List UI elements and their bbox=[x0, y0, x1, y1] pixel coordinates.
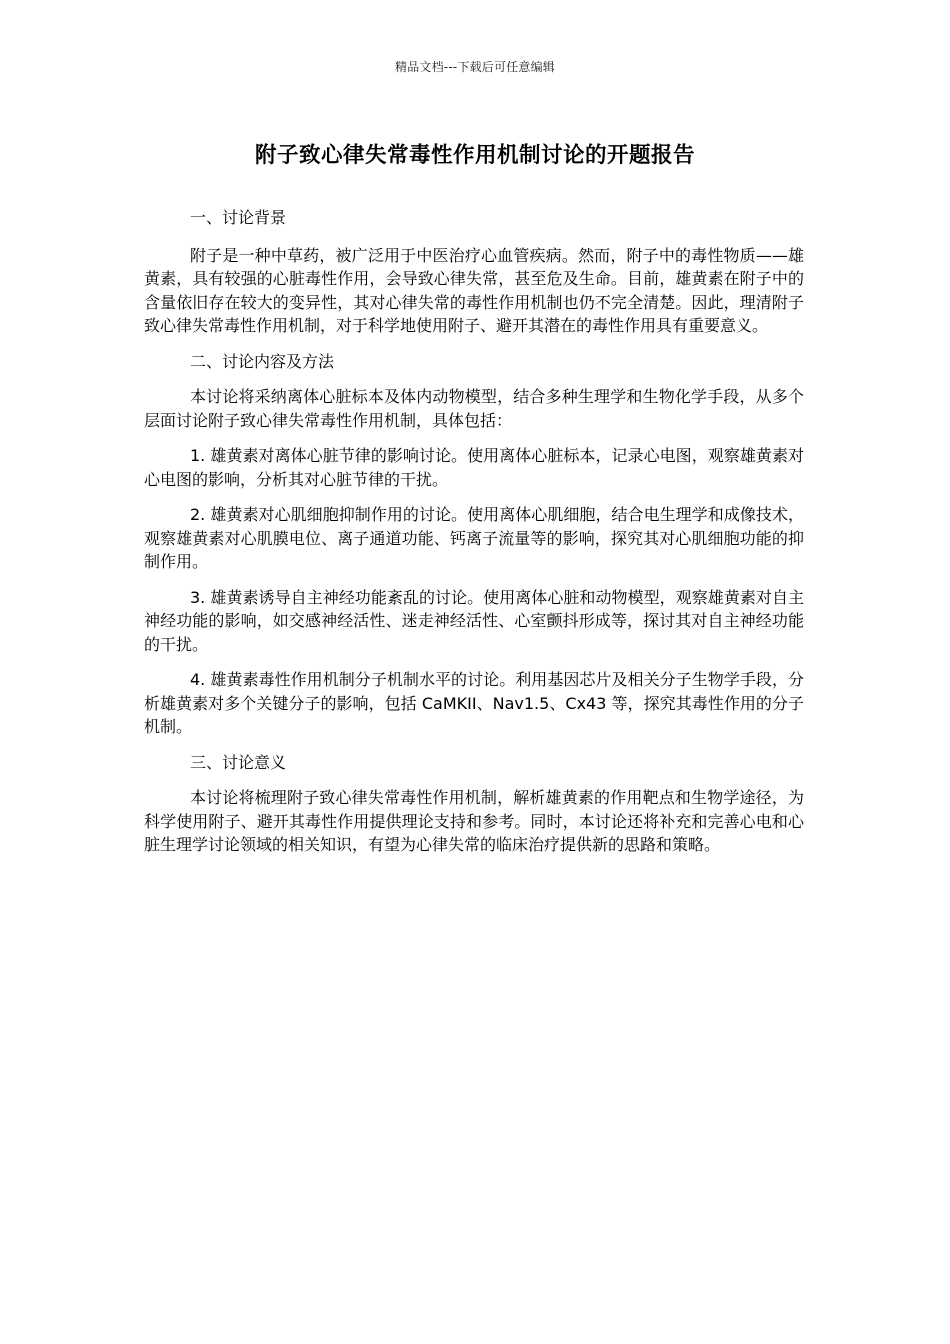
paragraph-method-3: 3. 雄黄素诱导自主神经功能紊乱的讨论。使用离体心脏和动物模型，观察雄黄素对自主神经功能的影响，如交感神经活性、迷走神经活性、心室颤抖形成等，探讨其对自主神经功能的干扰。 bbox=[144, 587, 804, 654]
paragraph-method-4: 4. 雄黄素毒性作用机制分子机制水平的讨论。利用基因芯片及相关分子生物学手段，分析雄黄素对多个关键分子的影响，包括 CaMKII、Nav1.5、Cx43 等，探究其毒性作用的分子机制。 bbox=[144, 670, 804, 736]
paragraph-method-2: 2. 雄黄素对心肌细胞抑制作用的讨论。使用离体心肌细胞，结合电生理学和成像技术，观察雄黄素对心肌膜电位、离子通道功能、钙离子流量等的影响，探究其对心肌细胞功能的抑制作用。 bbox=[144, 505, 804, 571]
paragraph-method-1: 1. 雄黄素对离体心脏节律的影响讨论。使用离体心脏标本，记录心电图，观察雄黄素对心电图的影响，分析其对心脏节律的干扰。 bbox=[144, 446, 804, 489]
paragraph-significance: 本讨论将梳理附子致心律失常毒性作用机制，解析雄黄素的作用靶点和生物学途径，为科学使用附子、避开其毒性作用提供理论支持和参考。同时，本讨论还将补充和完善心电和心脏生理学讨论领域的相关知识，有望为心律失常的临床治疗提供新的思路和策略。 bbox=[144, 788, 804, 854]
document-body bbox=[144, 206, 804, 869]
section-heading-background: 一、讨论背景 bbox=[190, 208, 287, 227]
section-heading-significance: 三、讨论意义 bbox=[190, 752, 287, 772]
paragraph-methods-intro: 本讨论将采纳离体心脏标本及体内动物模型，结合多种生理学和生物化学手段，从多个层面讨论附子致心律失常毒性作用机制，具体包括： bbox=[144, 387, 804, 430]
document-title: 附子致心律失常毒性作用机制讨论的开题报告 bbox=[254, 143, 695, 168]
header-note: 精品文档---下载后可任意编辑 bbox=[395, 60, 555, 74]
section-heading-methods: 二、讨论内容及方法 bbox=[190, 351, 335, 371]
paragraph-background: 附子是一种中草药，被广泛用于中医治疗心血管疾病。然而，附子中的毒性物质——雄黄素，具有较强的心脏毒性作用，会导致心律失常，甚至危及生命。目前，雄黄素在附子中的含量依旧存在较大的变异性，其对心律失常的毒性作用机制也仍不完全清楚。因此，理清附子致心律失常毒性作用机制，对于科学地使用附子、避开其潜在的毒性作用具有重要意义。 bbox=[144, 245, 804, 335]
